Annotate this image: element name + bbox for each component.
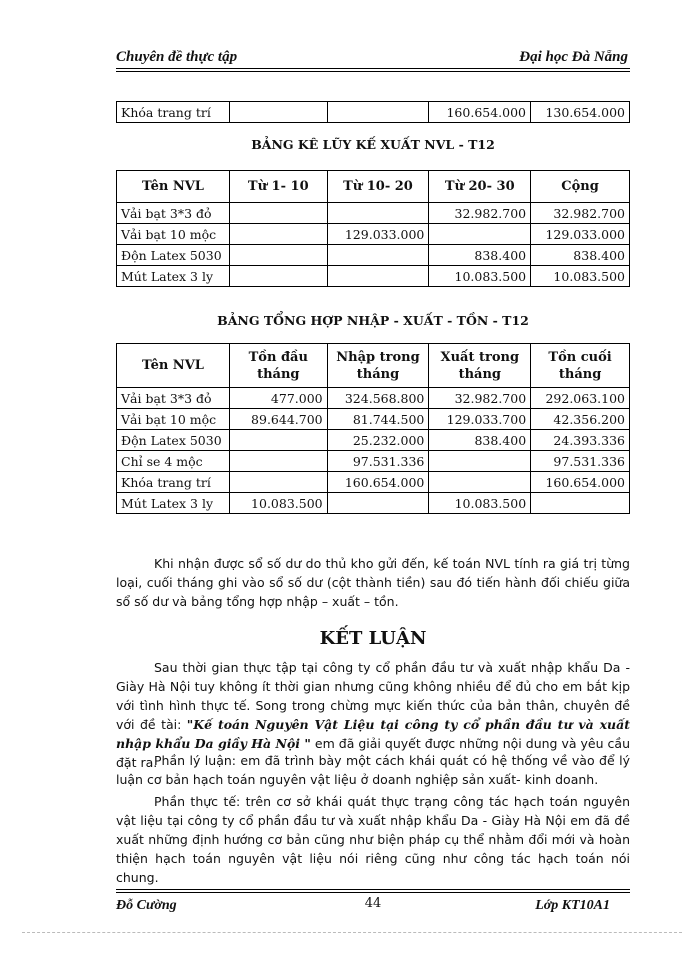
- paragraph-conclusion-intro: Sau thời gian thực tập tại công ty cổ phần đầu tư và xuất nhập khẩu Da - Giày Hà Nội tuy không ít thời gian nhưng cũng không nhiều để đủ cho em bắt kịp với tình hình thực tế. Song trong chừng mực kiến thức của bản thân, chuyên đề với đề tài: "Kế toán Nguyên Vật Liệu tại công ty cổ phần đầu tư và xuất nhập khẩu Da giầy Hà Nội " em đã giải quyết được những nội dung và yêu cầu đặt ra.: [116, 660, 630, 770]
- footer-class: Lớp KT10A1: [535, 898, 610, 913]
- table-header-row: [117, 344, 630, 388]
- page-footer: [116, 896, 630, 916]
- table-header-row: [117, 171, 630, 203]
- header-right: Đại học Đà Nẵng: [519, 49, 628, 65]
- table-row: Độn Latex 5030 838.400 838.400: [117, 245, 630, 266]
- table-row: [117, 102, 630, 123]
- paragraph-reconciliation: Khi nhận được sổ số dư do thủ kho gửi đến, kế toán NVL tính ra giá trị từng loại, cuối tháng ghi vào sổ số dư (cột thành tiền) sau đó tiến hành đối chiếu giữa sổ số dư và bảng tổng hợp nhập – xuất – tồn.: [116, 556, 630, 609]
- table-row: Vải bạt 3*3 đỏ 32.982.700 32.982.700: [117, 203, 630, 224]
- footer-author: Đỗ Cường: [116, 898, 177, 913]
- paragraph-practice: Phần thực tế: trên cơ sở khái quát thực trạng công tác hạch toán nguyên vật liệu tại công ty cổ phần đầu tư và xuất nhập khẩu Da - Giày Hà Nội em đã đề xuất những định hướng cơ bản cũng như biện pháp cụ thể nhằm đổi mới và hoàn thiện hạch toán nguyên vật liệu nói riêng cũng như công tác hạch toán nói chung.: [116, 794, 630, 885]
- table2: [116, 343, 630, 514]
- table1-title: BẢNG KÊ LŨY KẾ XUẤT NVL - T12: [251, 137, 495, 152]
- table2-title: BẢNG TỔNG HỢP NHẬP - XUẤT - TỒN - T12: [217, 313, 529, 328]
- conclusion-title: KẾT LUẬN: [319, 628, 427, 649]
- footer-rule: [116, 889, 630, 890]
- page-header: [116, 49, 630, 69]
- column-header: Tồn cuối tháng: [531, 344, 630, 388]
- cell-value: 160.654.000: [429, 102, 531, 123]
- table-row: Độn Latex 5030 25.232.000 838.400 24.393.336: [117, 430, 630, 451]
- cell-name: Khóa trang trí: [117, 102, 230, 123]
- footer-rule-2: [116, 892, 630, 893]
- header-rule: [116, 68, 630, 69]
- table1: [116, 170, 630, 287]
- column-header: Từ 10- 20: [327, 171, 429, 203]
- page-edge: [22, 932, 682, 933]
- header-left: Chuyên đề thực tập: [116, 49, 238, 65]
- column-header: Tên NVL: [117, 344, 230, 388]
- table-row: Vải bạt 10 mộc 129.033.000 129.033.000: [117, 224, 630, 245]
- page-number: 44: [364, 896, 382, 911]
- table-row: Khóa trang trí 160.654.000 160.654.000: [117, 472, 630, 493]
- table-row: Vải bạt 10 mộc 89.644.700 81.744.500 129.033.700 42.356.200: [117, 409, 630, 430]
- table-row: Chỉ se 4 mộc 97.531.336 97.531.336: [117, 451, 630, 472]
- column-header: Nhập trong tháng: [327, 344, 429, 388]
- table-row: Vải bạt 3*3 đỏ 477.000 324.568.800 32.982.700 292.063.100: [117, 388, 630, 409]
- paragraph-theory: Phần lý luận: em đã trình bày một cách khái quát có hệ thống về vào để lý luận cơ bản hạch toán nguyên vật liệu ở doanh nghiệp sản xuất- kinh doanh.: [116, 753, 630, 787]
- column-header: Tồn đầu tháng: [229, 344, 327, 388]
- carryover-table: [116, 101, 630, 123]
- column-header: Từ 1- 10: [229, 171, 327, 203]
- table-row: Mút Latex 3 ly 10.083.500 10.083.500: [117, 493, 630, 514]
- cell-value: 130.654.000: [531, 102, 630, 123]
- table-row: Mút Latex 3 ly 10.083.500 10.083.500: [117, 266, 630, 287]
- column-header: Xuất trong tháng: [429, 344, 531, 388]
- column-header: Từ 20- 30: [429, 171, 531, 203]
- header-rule-2: [116, 71, 630, 72]
- column-header: Cộng: [531, 171, 630, 203]
- column-header: Tên NVL: [117, 171, 230, 203]
